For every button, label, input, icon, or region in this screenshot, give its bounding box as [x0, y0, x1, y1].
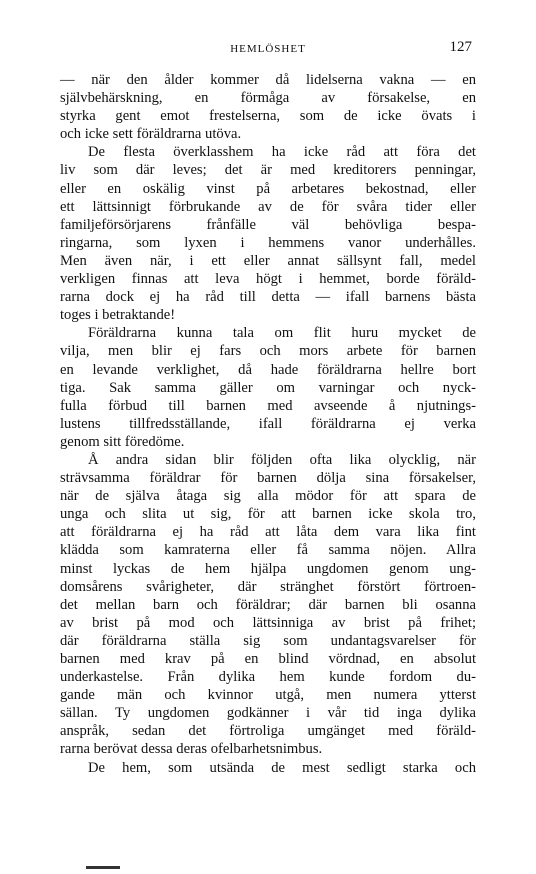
text-line: anspråk, sedan det förtroliga umgänget med föräld- [60, 723, 476, 740]
text-line: av brist på mod och lättsinniga av brist på frihet; [60, 614, 476, 631]
text-line: när de själva åtaga sig alla mödor för att spara de [60, 488, 476, 505]
text-line: styrka gent emot frestelserna, som de icke övats i [60, 108, 476, 125]
text-line: De hem, som utsända de mest sedligt starka och [88, 759, 476, 776]
text-line: och icke sett föräldrarna utöva. [60, 126, 242, 143]
text-line: självbehärskning, en förmåga av försakelse, en [60, 90, 476, 107]
text-line: verkligen finnas att leva högt i hemmet, borde föräld- [60, 271, 476, 288]
text-line: det mellan barn och föräldrar; där barnen bli osanna [60, 596, 476, 613]
text-line: tiga. Sak samma gäller om varningar och nyck- [60, 379, 476, 396]
body-text [60, 71, 476, 777]
text-line: minst lyckas de hem hjälpa ungdomen genom ung- [60, 560, 476, 577]
text-line: De flesta överklasshem ha icke råd att föra det [88, 144, 476, 161]
text-line: ett lättsinnigt förbrukande av de för svåra tider eller [60, 198, 476, 215]
text-line: underkastelse. Från dylika hem kunde fordom du- [60, 669, 476, 686]
text-line: rarna berövat dessa deras ofelbarhetsnimbus. [60, 741, 323, 758]
text-line: liv som där leves; det är med kreditorers penningar, [60, 162, 476, 179]
print-smudge [86, 866, 120, 869]
text-line: där föräldrarna ställa sig som undantagsvarelser för [60, 632, 476, 649]
text-line: Föräldrarna kunna tala om flit huru mycket de [88, 325, 476, 342]
text-line: Men även när, i ett eller annat sällsynt fall, medel [60, 252, 476, 269]
running-head [0, 39, 536, 59]
text-line: fulla förbud till barnen med avseende å njutnings- [60, 397, 476, 414]
page-number: 127 [449, 39, 472, 55]
text-line: barnen med krav på en blind vördnad, en absolut [60, 651, 476, 667]
text-line: ringarna, som lyxen i hemmens vanor underhålles. [60, 234, 476, 251]
text-line: rarna dock ej ha råd till detta — ifall barnens bästa [60, 289, 476, 306]
text-line: sällan. Ty ungdomen godkänner i vår tid inga dylika [60, 705, 476, 722]
running-title: HEMLÖSHET [230, 43, 306, 55]
text-line: en levande verklighet, då hade föräldrarna hellre bort [60, 361, 476, 378]
text-line: att föräldrarna ej ha råd att låta dem vara lika fint [60, 524, 476, 541]
text-line: gande män och kvinnor utgå, men numera ytterst [60, 687, 476, 704]
text-line: vilja, men blir ej fars och mors arbete för barnen [60, 343, 476, 360]
text-line: klädda som kamraterna eller få samma nöjen. Allra [60, 542, 476, 559]
text-line: strävsamma föräldrar för barnen dölja sina försakelser, [60, 470, 476, 487]
text-line: lustens tillfredsställande, ifall föräldrarna ej verka [60, 415, 476, 432]
text-line: domsårens svårigheter, där stränghet förstört förtroen- [60, 578, 476, 595]
text-line: familjeförsörjarens frånfälle väl behövliga bespa- [60, 216, 476, 233]
text-line: — när den ålder kommer då lidelserna vakna — en [60, 72, 476, 88]
text-line: genom sitt föredöme. [60, 433, 185, 450]
text-line: eller en oskälig vinst på arbetares bekostnad, eller [60, 180, 476, 197]
text-line: unga och slita ut sig, för att barnen icke skola tro, [60, 506, 476, 523]
text-line: toges i betraktande! [60, 307, 176, 324]
text-line: Å andra sidan blir följden ofta lika olycklig, när [88, 451, 476, 468]
